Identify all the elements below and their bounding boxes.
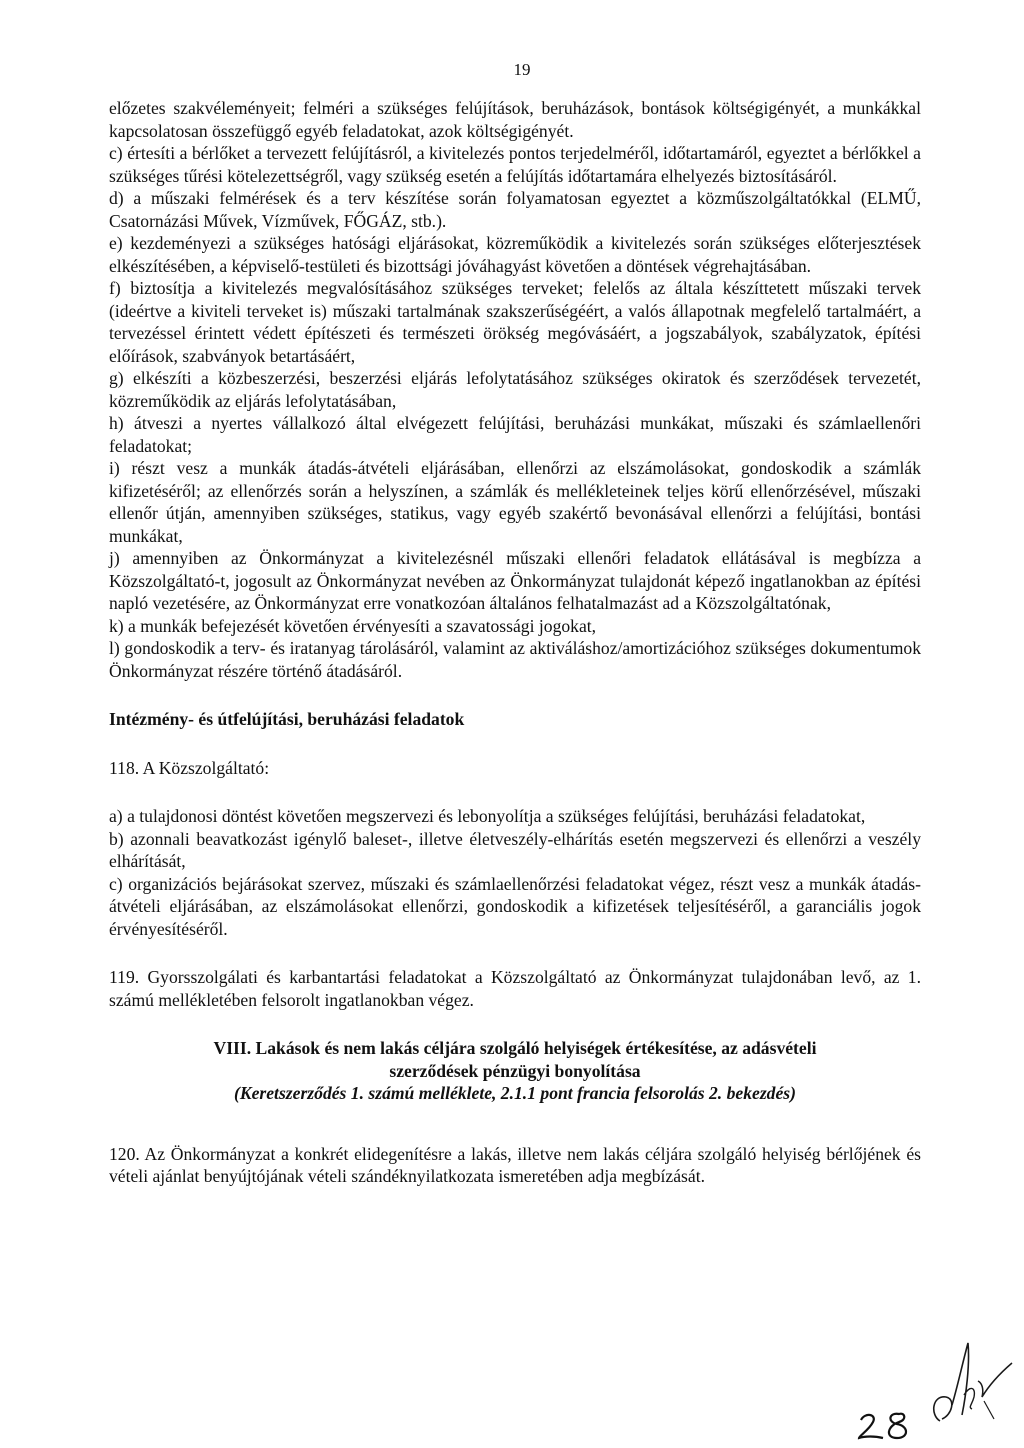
list-item-l: l) gondoskodik a terv- és iratanyag tárolásáról, valamint az aktiváláshoz/amortizációhoz szükséges dokumentumok Önkormányzat részére történő átadásáról.	[109, 638, 921, 681]
handwritten-signature	[912, 1335, 1022, 1427]
list-item-k: k) a munkák befejezését követően érvényesíti a szavatossági jogokat,	[109, 615, 597, 636]
paragraph-120: 120. Az Önkormányzat a konkrét elidegenítésre a lakás, illetve nem lakás céljára szolgáló helyiség bérlőjének és vételi ajánlat benyújtójának vételi szándéknyilatkozata ismeretében adja megbízását.	[109, 1143, 921, 1186]
chapter-heading-line2: szerződések pénzügyi bonyolítása	[389, 1060, 641, 1081]
list-item-j: j) amennyiben az Önkormányzat a kivitelezésnél műszaki ellenőri feladatok ellátásával is megbízza a Közszolgáltató-t, jogosult az Önkormányzat nevében az Önkormányzat tulajdonát képező ingatlanokban az építési napló vezetésére, az Önkormányzat erre vonatkozóan általános felhatalmazást ad a Közszolgáltatónak,	[109, 548, 921, 613]
list-item-f: f) biztosítja a kivitelezés megvalósításához szükséges terveket; felelős az általa készíttetett műszaki tervek (ideértve a kiviteli terveket is) műszaki tartalmának szakszerűségéért, a valós állapotnak megfelelő tartalmáért, a tervezéssel érintett védett építészeti és természeti örökség megóvásáért, a jogszabályok, szabályzatok, építési előírások, szabványok betartásáért,	[109, 278, 921, 366]
document-body	[109, 97, 921, 1188]
list-item-d: d) a műszaki felmérések és a terv készítése során folyamatosan egyeztet a közműszolgáltatókkal (ELMŰ, Csatornázási Művek, Vízművek, FŐGÁZ, stb.).	[109, 188, 921, 231]
paragraph-intro: előzetes szakvéleményeit; felméri a szükséges felújítások, beruházások, bontások költségigényét, a munkákkal kapcsolatosan összefüggő egyéb feladatokat, azok költségigényét.	[109, 98, 921, 141]
list-item-i: i) részt vesz a munkák átadás-átvételi eljárásában, ellenőrzi az elszámolásokat, gondoskodik a számlák kifizetéséről; az ellenőrzés során a helyszínen, a számlák és mellékleteinek teljes körű ellenőrzésével, műszaki ellenőr útján, amennyiben szükséges, statikus, vagy egyéb szakértő bevonásával ellenőrzi a felújítási, bontási munkákat,	[109, 458, 921, 546]
section-heading-intezmeny: Intézmény- és útfelújítási, beruházási feladatok	[109, 709, 465, 729]
paragraph-118-intro: 118. A Közszolgáltató:	[109, 757, 270, 778]
list-item-g: g) elkészíti a közbeszerzési, beszerzési eljárás lefolytatásához szükséges okiratok és szerződések tervezetét, közreműködik az eljárás lefolytatásában,	[109, 368, 921, 411]
paragraph-118-c: c) organizációs bejárásokat szervez, műszaki és számlaellenőrzési feladatokat végez, részt vesz a munkák átadás-átvételi eljárásában, az elszámolásokat ellenőrzi, gondoskodik a kifizetések teljesítéséről, a garanciális jogok érvényesítéséről.	[109, 873, 921, 939]
page-number: 19	[513, 60, 531, 79]
chapter-heading-line1: VIII. Lakások és nem lakás céljára szolgáló helyiségek értékesítése, az adásvételi	[213, 1038, 817, 1058]
paragraph-119: 119. Gyorsszolgálati és karbantartási feladatokat a Közszolgáltató az Önkormányzat tulajdonában levő, az 1. számú mellékletében felsorolt ingatlanokban végez.	[109, 967, 921, 1010]
paragraph-118-a: a) a tulajdonosi döntést követően megszervezi és lebonyolítja a szükséges felújítási, beruházási feladatokat,	[109, 806, 866, 826]
paragraph-118-b: b) azonnali beavatkozást igénylő baleset-, illetve életveszély-elhárítás esetén megszervezi és ellenőrzi a veszély elhárítását,	[109, 828, 921, 871]
list-item-h: h) átveszi a nyertes vállalkozó által elvégezett felújítási, beruházási munkákat, műszaki és számlaellenőri feladatokat;	[109, 413, 921, 456]
list-item-e: e) kezdeményezi a szükséges hatósági eljárásokat, közreműködik a kivitelezés során szükséges előterjesztések elkészítésében, a képviselő-testületi és bizottsági jóváhagyást követően a döntések végrehajtásában.	[109, 233, 921, 276]
chapter-heading-reference: (Keretszerződés 1. számú melléklete, 2.1.1 pont francia felsorolás 2. bekezdés)	[234, 1083, 796, 1103]
list-item-c: c) értesíti a bérlőket a tervezett felújításról, a kivitelezés pontos terjedelméről, időtartamáról, egyeztet a bérlőkkel a szükséges tűrési kötelezettségről, vagy szükség esetén a felújítás időtartamára elhelyezés biztosításáról.	[109, 143, 921, 186]
handwritten-page-mark	[855, 1408, 915, 1442]
